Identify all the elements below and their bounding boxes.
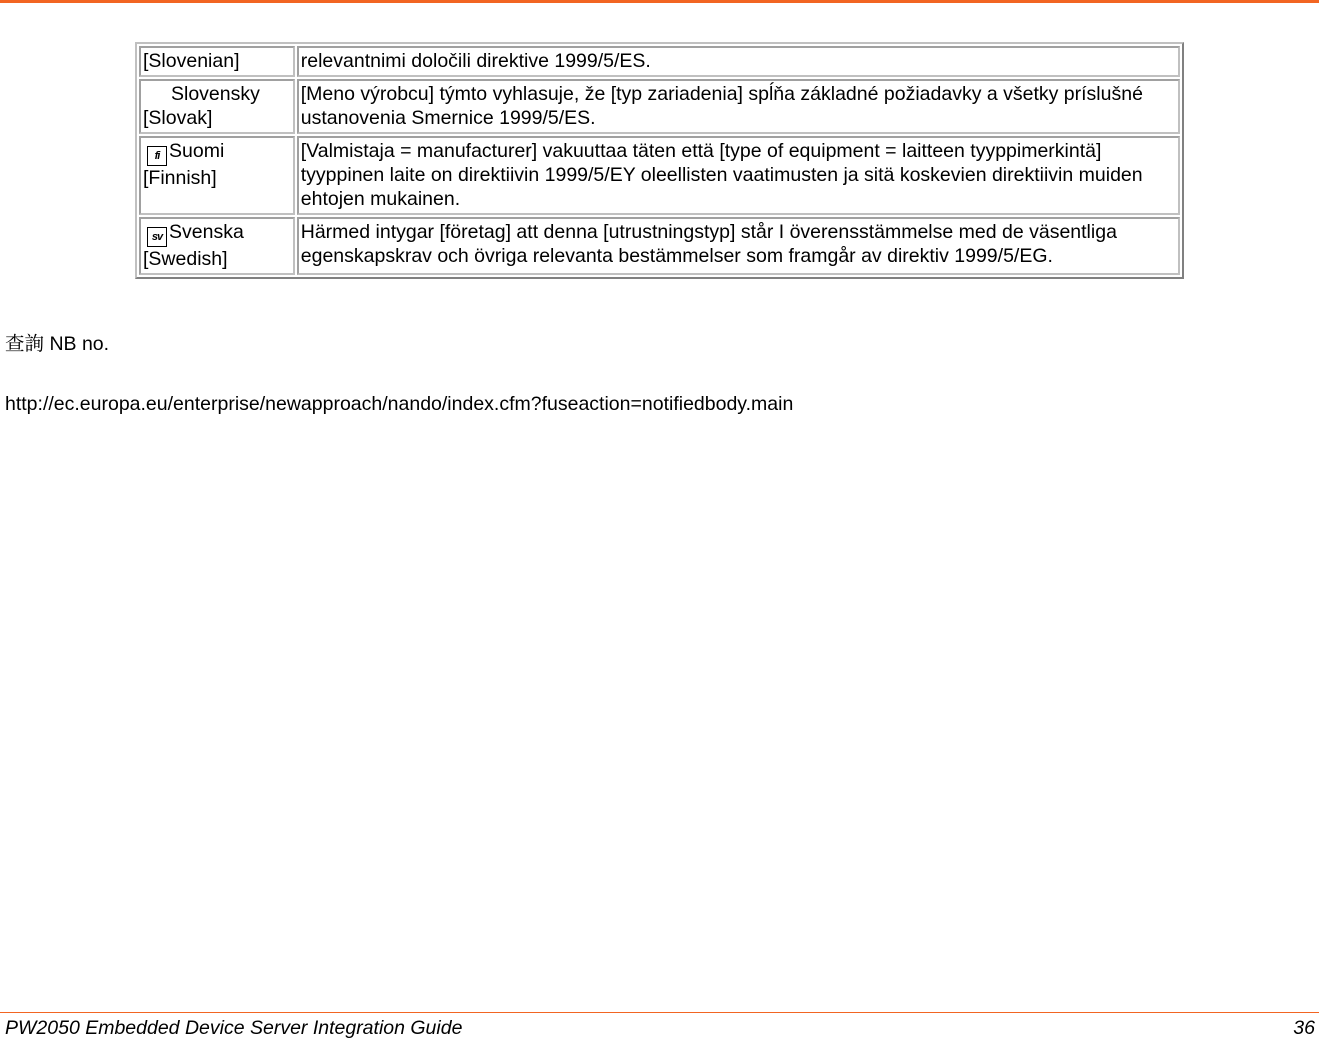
table-row — [139, 46, 1180, 77]
language-cell — [139, 46, 295, 77]
declaration-text: relevantnimi določili direktive 1999/5/ES. — [300, 50, 651, 72]
footer-document-title: PW2050 Embedded Device Server Integration Guide — [5, 1017, 463, 1039]
declaration-text: Härmed intygar [företag] att denna [utrustningstyp] står I överensstämmelse med de väsentliga egenskapskrav och övriga relevanta bestämmelser som framgår av direktiv 1999/5/EG. — [300, 221, 1117, 267]
language-english-name: [Finnish] — [143, 167, 217, 189]
declaration-text-cell — [297, 46, 1180, 77]
language-label: [Slovenian] — [143, 50, 240, 72]
language-english-name: [Swedish] — [143, 248, 228, 270]
nando-url-link[interactable]: http://ec.europa.eu/enterprise/newapproach/nando/index.cfm?fuseaction=notifiedbody.main — [5, 393, 794, 415]
language-native-name: Suomi — [169, 140, 225, 162]
declaration-table — [135, 42, 1184, 279]
header-rule — [0, 0, 1319, 3]
language-cell — [139, 79, 295, 134]
nb-query-text: NB no. — [49, 333, 110, 355]
language-native-name: Slovensky — [171, 83, 260, 105]
declaration-text: [Meno výrobcu] týmto vyhlasuje, že [typ zariadenia] spĺňa základné požiadavky a všetky príslušné ustanovenia Smernice 1999/5/ES. — [300, 83, 1143, 129]
swedish-flag-icon: sv — [147, 227, 167, 247]
table-row — [139, 79, 1180, 134]
table-row — [139, 217, 1180, 275]
nb-query-line — [5, 332, 109, 356]
finnish-flag-icon: fi — [147, 146, 167, 166]
language-cell — [139, 136, 295, 215]
footer-page-number: 36 — [1293, 1017, 1315, 1039]
nb-query-cjk-label: 查詢 — [5, 332, 45, 355]
language-cell — [139, 217, 295, 275]
table-row — [139, 136, 1180, 215]
declaration-text-cell — [297, 217, 1180, 275]
declaration-text-cell — [297, 79, 1180, 134]
language-native-name: Svenska — [169, 221, 244, 243]
language-english-name: [Slovak] — [143, 107, 213, 129]
declaration-text-cell — [297, 136, 1180, 215]
footer-rule — [0, 1012, 1319, 1013]
declaration-text: [Valmistaja = manufacturer] vakuuttaa täten että [type of equipment = laitteen tyyppimerkintä] tyyppinen laite on direktiivin 1999/5/EY oleellisten vaatimusten ja sitä koskevien direktiivin muiden ehtojen mukainen. — [300, 140, 1143, 210]
